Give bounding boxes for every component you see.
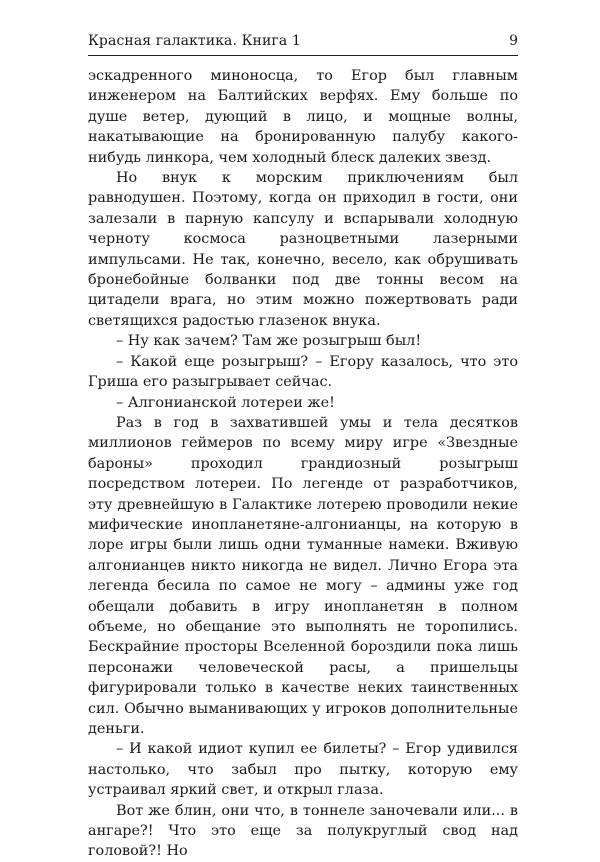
paragraph: Раз в год в захватившей умы и тела десятков миллионов геймеров по всему миру игре «Звездные бароны» проходил грандиозный розыгрыш посредством лотереи. По легенде от разработчиков, эту древнейшую в Галактике лотерею проводили некие мифические инопланетяне-алгонианцы, на которую в лоре игры были лишь одни туманные намеки. Вживую алгонианцев никто никогда не видел. Лично Егора эта легенда бесила по самое не могу – админы уже год обещали добавить в игру инопланетян в полном объеме, но обещание это выполнять не торопились. Бескрайние просторы Вселенной бороздили пока лишь персонажи человеческой расы, а пришельцы фигурировали только в качестве неких таинственных сил. Обычно выманивающих у игроков дополнительные деньги. — [88, 414, 518, 737]
header-divider — [88, 55, 518, 56]
page-header — [88, 32, 518, 58]
dialogue-line: – Алгонианской лотереи же! — [116, 394, 335, 411]
paragraph: Вот же блин, они что, в тоннеле заночевали или... в ангаре?! Что это еще за полукруглый свод над головой?! Но — [88, 802, 518, 860]
running-title: Красная галактика. Книга 1 — [88, 33, 301, 49]
paragraph: Но внук к морским приключениям был равнодушен. Поэтому, когда он приходил в гости, они залезали в парную капсулу и вспарывали холодную черноту космоса разноцветными лазерными импульсами. Не так, конечно, весело, как обрушивать бронебойные болванки под две тонны весом на цитадели врага, но этим можно пожертвовать ради светящихся радостью глазенок внука. — [88, 170, 518, 329]
paragraph: эскадренного миноносца, то Егор был главным инженером на Балтийских верфях. Ему больше по душе ветер, дующий в лицо, и мощные волны, накатывающие на бронированную палубу какого-нибудь линкора, чем холодный блеск далеких звезд. — [88, 68, 518, 166]
dialogue-line: – И какой идиот купил ее билеты? – Егор удивился настолько, что забыл про пытку, которую ему устраивал яркий свет, и открыл глаза. — [88, 741, 518, 799]
dialogue-line: – Ну как зачем? Там же розыгрыш был! — [116, 333, 422, 350]
page-number: 9 — [509, 33, 518, 49]
page-body-text — [88, 66, 518, 862]
dialogue-line: – Какой еще розыгрыш? – Егору казалось, что это Гриша его разыгрывает сейчас. — [88, 353, 518, 391]
